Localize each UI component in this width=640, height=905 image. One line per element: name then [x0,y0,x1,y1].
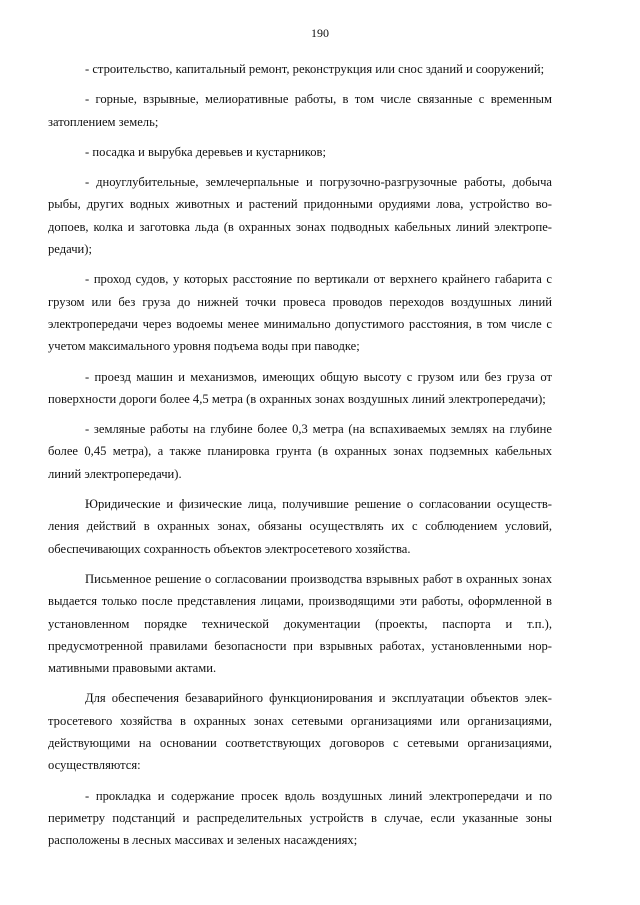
paragraph-construction: - строительство, капитальный ремонт, реконструкция или снос зданий и сооружений; [85,62,545,76]
paragraph-blasting-permit: Письменное решение о согласовании производства взрывных работ в охранных зонах выдается только после представления лицами, производящими эти работы, оформленной в установленном порядке технической документации (проекты, паспорта и т.п.), предусмотренной правилами безопасности при взрывных работах, установленными нормативными правовыми актами. [48,571,552,676]
paragraph-legal-entities: Юридические и физические лица, получившие решение о согласовании осуществления действий в охранных зонах, обязаны осуществлять их с соблюдением условий, обеспечивающих сохранность объектов электросетевого хозяйства. [48,497,552,556]
body-text [48,58,552,860]
paragraph-clearings: - прокладка и содержание просек вдоль воздушных линий электропередачи и по периметру подстанций и распределительных устройств в случае, если указанные зоны расположены в лесных массивах и зеленых насаждениях; [48,788,552,848]
paragraph-network-operation: Для обеспечения безаварийного функционирования и эксплуатации объектов электросетевого хозяйства в охранных зонах сетевыми организациями или организациями, действующими на основании соответствующих договоров с сетевыми организациями, осуществляются: [48,691,552,773]
paragraph-planting: - посадка и вырубка деревьев и кустарников; [85,144,326,159]
paragraph-earthworks: - земляные работы на глубине более 0,3 метра (на вспахиваемых землях на глубине более 0,45 метра), а также планировка грунта (в охранных зонах подземных кабельных линий электропередачи). [48,422,552,481]
page-number: 190 [311,26,329,40]
paragraph-mining: - горные, взрывные, мелиоративные работы, в том числе связанные с временным затоплением земель; [48,92,552,129]
paragraph-ship-passage: - проход судов, у которых расстояние по вертикали от верхнего крайнего габарита с грузом или без груза до нижней точки провеса проводов переходов воздушных линий электропередачи через водоемы менее минимально допустимого расстояния, в том числе с учетом максимального уровня подъема воды при паводке; [48,272,552,354]
paragraph-dredging: - дноуглубительные, землечерпальные и погрузочно-разгрузочные работы, добыча рыбы, других водных животных и растений придонными орудиями лова, устройство водопоев, колка и заготовка льда (в охранных зонах подводных кабельных линий электропередачи); [48,175,552,257]
paragraph-vehicle-passage: - проезд машин и механизмов, имеющих общую высоту с грузом или без груза от поверхности дороги более 4,5 метра (в охранных зонах воздушных линий электропередачи); [48,369,552,406]
